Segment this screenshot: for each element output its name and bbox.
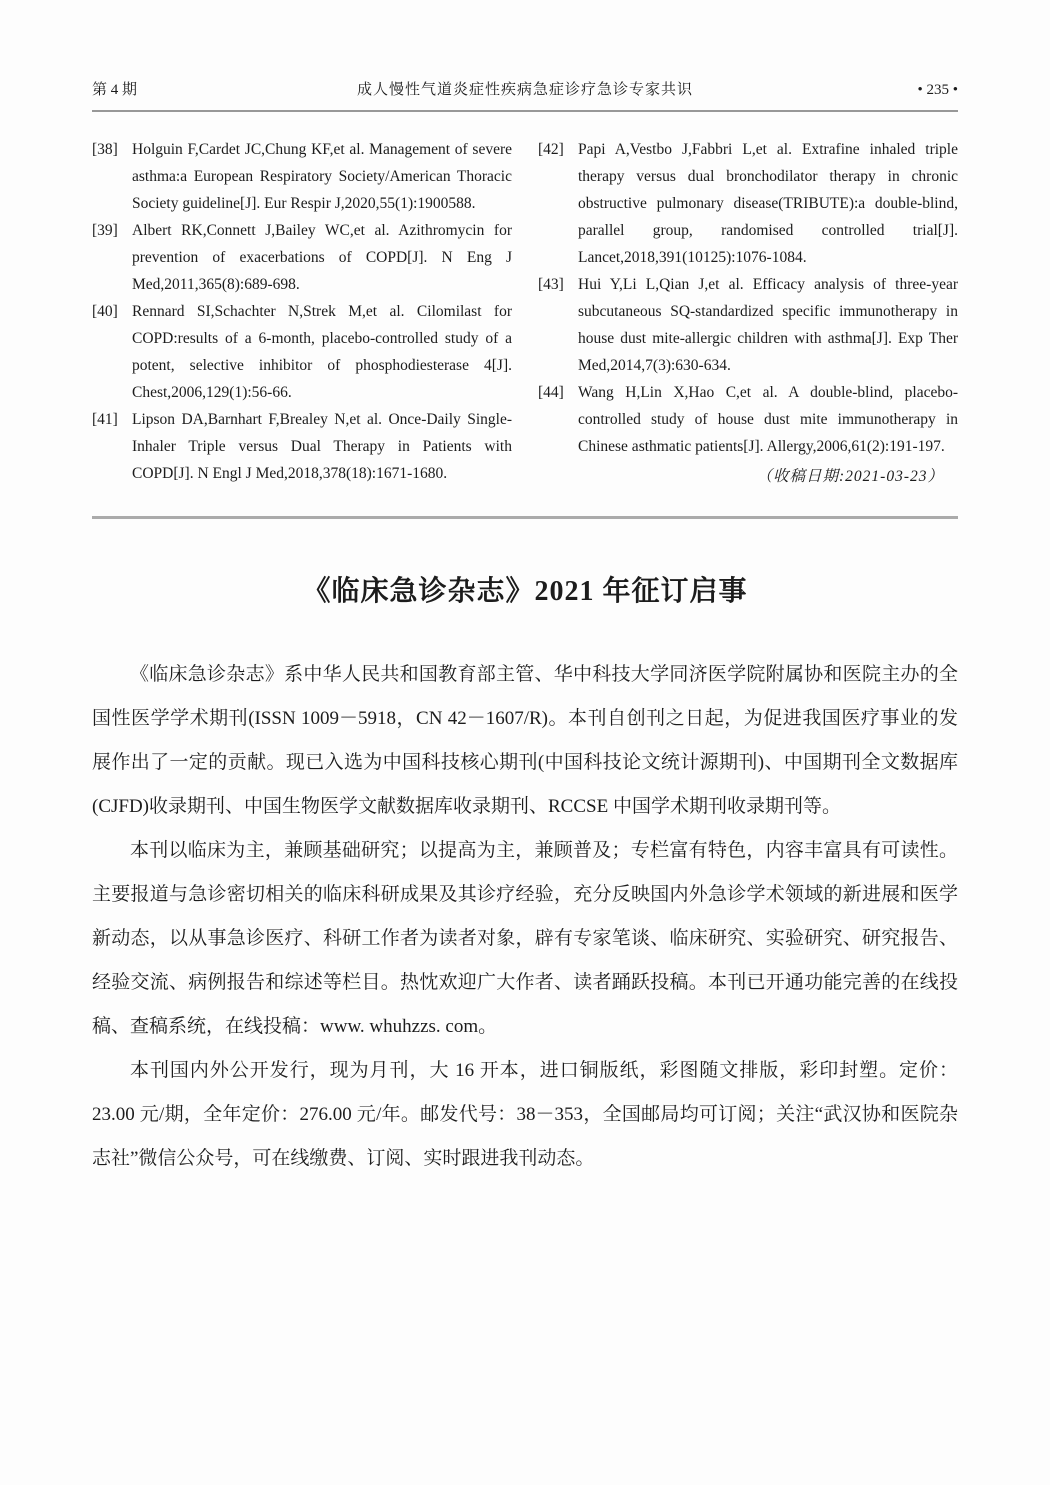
announcement-paragraph: 本刊国内外公开发行，现为月刊，大 16 开本，进口铜版纸，彩图随文排版，彩印封塑。定价：23.00 元/期，全年定价：276.00 元/年。邮发代号：38－353，全国邮局均可订阅；关注“武汉协和医院杂志社”微信公众号，可在线缴费、订阅、实时跟进我刊动态。 — [92, 1060, 958, 1169]
announcement-title: 《临床急诊杂志》2021 年征订启事 — [302, 576, 748, 607]
reference-text: Papi A,Vestbo J,Fabbri L,et al. Extrafine inhaled triple therapy versus dual bronchodilator therapy in chronic obstructive pulmonary disease(TRIBUTE):a double-blind, parallel group, randomised controlled trial[J]. Lancet,2018,391(10125):1076-1084. — [578, 141, 958, 266]
reference-item — [538, 136, 958, 271]
reference-item — [92, 406, 512, 487]
reference-item — [92, 298, 512, 406]
announcement-body — [92, 653, 958, 1181]
page-number: • 235 • — [917, 82, 958, 98]
reference-number: [41] — [92, 411, 118, 428]
page-header — [92, 78, 958, 112]
reference-number: [38] — [92, 141, 118, 158]
announcement-paragraph: 《临床急诊杂志》系中华人民共和国教育部主管、华中科技大学同济医学院附属协和医院主办的全国性医学学术期刊(ISSN 1009－5918，CN 42－1607/R)。本刊自创刊之日起，为促进我国医疗事业的发展作出了一定的贡献。现已入选为中国科技核心期刊(中国科技论文统计源期刊)、中国期刊全文数据库(CJFD)收录期刊、中国生物医学文献数据库收录期刊、RCCSE 中国学术期刊收录期刊等。 — [92, 664, 958, 817]
announcement-paragraph: 本刊以临床为主，兼顾基础研究；以提高为主，兼顾普及；专栏富有特色，内容丰富具有可读性。主要报道与急诊密切相关的临床科研成果及其诊疗经验，充分反映国内外急诊学术领域的新进展和医学新动态，以从事急诊医疗、科研工作者为读者对象，辟有专家笔谈、临床研究、实验研究、研究报告、经验交流、病例报告和综述等栏目。热忱欢迎广大作者、读者踊跃投稿。本刊已开通功能完善的在线投稿、查稿系统，在线投稿：www. whuhzzs. com。 — [92, 840, 958, 1037]
reference-text: Holguin F,Cardet JC,Chung KF,et al. Management of severe asthma:a European Respiratory Society/American Thoracic Society guideline[J]. Eur Respir J,2020,55(1):1900588. — [132, 141, 512, 212]
reference-number: [43] — [538, 276, 564, 293]
section-divider — [92, 516, 958, 519]
references-section — [92, 136, 958, 490]
reference-text: Albert RK,Connett J,Bailey WC,et al. Azithromycin for prevention of exacerbations of COPD[J]. N Eng J Med,2011,365(8):689-698. — [132, 222, 512, 293]
reference-text: Rennard SI,Schachter N,Strek M,et al. Cilomilast for COPD:results of a 6-month, placebo-controlled study of a potent, selective inhibitor of phosphodiesterase 4[J]. Chest,2006,129(1):56-66. — [132, 303, 512, 401]
reference-text: Wang H,Lin X,Hao C,et al. A double-blind, placebo-controlled study of house dust mite immunotherapy in Chinese asthmatic patients[J]. Allergy,2006,61(2):191-197. — [578, 384, 958, 455]
reference-number: [40] — [92, 303, 118, 320]
reference-number: [42] — [538, 141, 564, 158]
reference-item — [92, 136, 512, 217]
reference-number: [44] — [538, 384, 564, 401]
issue-label: 第 4 期 — [92, 82, 138, 98]
reference-number: [39] — [92, 222, 118, 239]
reference-text: Hui Y,Li L,Qian J,et al. Efficacy analysis of three-year subcutaneous SQ-standardized specific immunotherapy in house dust mite-allergic children with asthma[J]. Exp Ther Med,2014,7(3):630-634. — [578, 276, 958, 374]
references-right-column — [538, 136, 958, 490]
reference-text: Lipson DA,Barnhart F,Brealey N,et al. Once-Daily Single-Inhaler Triple versus Dual Therapy in Patients with COPD[J]. N Engl J Med,2018,378(18):1671-1680. — [132, 411, 512, 482]
running-title: 成人慢性气道炎症性疾病急症诊疗急诊专家共识 — [356, 82, 693, 98]
received-date: （收稿日期:2021-03-23） — [756, 468, 944, 485]
references-left-column — [92, 136, 512, 490]
reference-item — [538, 379, 958, 460]
reference-item — [538, 271, 958, 379]
reference-item — [92, 217, 512, 298]
